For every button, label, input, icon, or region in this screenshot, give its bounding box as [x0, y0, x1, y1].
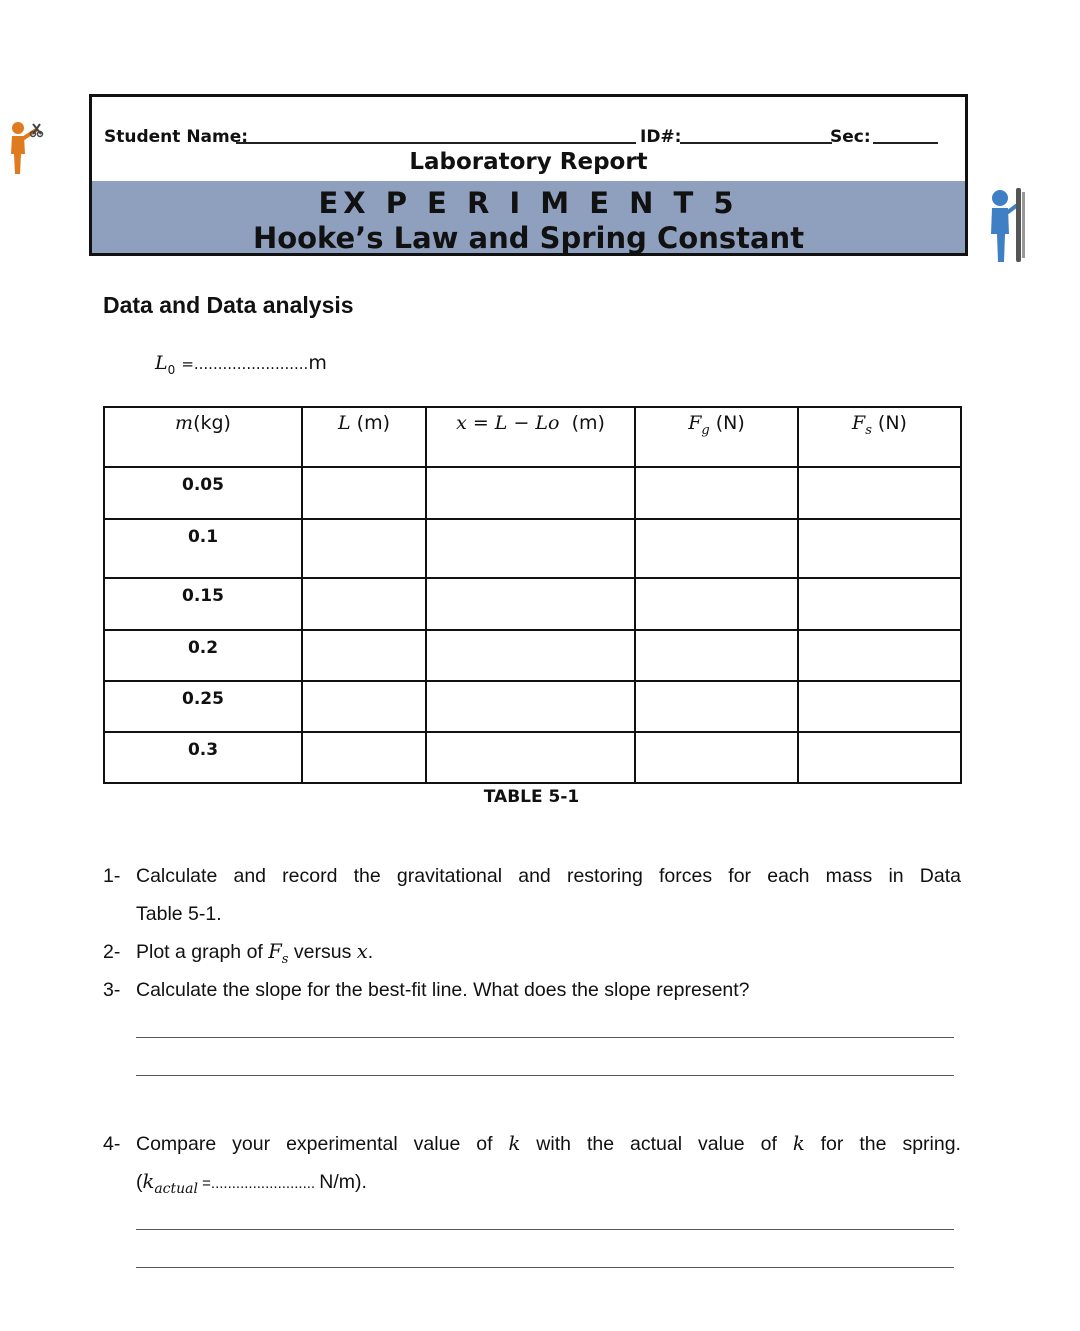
student-name-label: Student Name: [104, 127, 249, 147]
question-4 [103, 1125, 961, 1201]
question-number: 4- [103, 1133, 121, 1155]
sec-label: Sec: [830, 127, 871, 147]
length-cell[interactable] [302, 578, 426, 630]
experiment-number: EX P E R I M E N T 5 [318, 186, 739, 220]
report-header [89, 94, 968, 256]
experiment-banner [92, 181, 965, 253]
question-3 [103, 971, 961, 1009]
header-length: L (m) [302, 407, 426, 467]
table-row [104, 578, 961, 630]
header-spring-force: $F_s$ (N) [798, 407, 961, 467]
header-gravity-force: $F_g$ (N) [635, 407, 798, 467]
question-text: Plot a graph of $F_s$ versus x. [136, 940, 374, 967]
answer-line[interactable] [136, 1229, 954, 1230]
question-text: Compare your experimental value of k with the actual value of k for the spring. ($k_{actual}$ =......................... N/m). [136, 1132, 961, 1197]
mass-cell: 0.25 [104, 681, 302, 732]
mass-cell: 0.1 [104, 519, 302, 578]
gravity-force-cell[interactable] [635, 578, 798, 630]
l0-field [155, 352, 327, 377]
question-text: Calculate the slope for the best-fit line. What does the slope represent? [136, 979, 750, 1001]
question-text: Calculate and record the gravitational and restoring forces for each mass in Data Table 5-1. [136, 865, 961, 925]
header-top-section [92, 97, 965, 184]
l0-symbol: L [155, 352, 168, 374]
sec-field[interactable] [873, 142, 938, 144]
question-number: 2- [103, 941, 121, 963]
section-title: Data and Data analysis [103, 292, 354, 318]
length-cell[interactable] [302, 681, 426, 732]
length-cell[interactable] [302, 467, 426, 519]
answer-line[interactable] [136, 1075, 954, 1076]
gravity-force-cell[interactable] [635, 519, 798, 578]
table-row [104, 467, 961, 519]
question-number: 1- [103, 865, 121, 887]
gravity-force-cell[interactable] [635, 630, 798, 681]
question-2 [103, 933, 961, 971]
table-row [104, 681, 961, 732]
answer-line[interactable] [136, 1037, 954, 1038]
k-actual-blank[interactable]: =......................... [197, 1175, 320, 1192]
displacement-cell[interactable] [426, 519, 635, 578]
spring-force-cell[interactable] [798, 630, 961, 681]
spring-force-cell[interactable] [798, 681, 961, 732]
table-row [104, 630, 961, 681]
mass-cell: 0.2 [104, 630, 302, 681]
table-caption: TABLE 5-1 [483, 787, 580, 807]
table-header-row [104, 407, 961, 467]
mass-cell: 0.3 [104, 732, 302, 783]
l0-blank[interactable]: =........................ [181, 355, 309, 373]
gravity-force-cell[interactable] [635, 681, 798, 732]
table-row [104, 519, 961, 578]
question-number: 3- [103, 979, 121, 1001]
experiment-title: Hooke’s Law and Spring Constant [252, 221, 805, 255]
l0-subscript: 0 [167, 362, 176, 377]
mass-cell: 0.05 [104, 467, 302, 519]
spring-force-cell[interactable] [798, 467, 961, 519]
l0-unit: m [308, 352, 327, 374]
displacement-cell[interactable] [426, 732, 635, 783]
spring-force-cell[interactable] [798, 732, 961, 783]
blue-figure-icon [986, 186, 1028, 264]
displacement-cell[interactable] [426, 630, 635, 681]
spring-force-cell[interactable] [798, 519, 961, 578]
length-cell[interactable] [302, 519, 426, 578]
id-label: ID#: [640, 127, 682, 147]
table-row [104, 732, 961, 783]
header-mass: m(kg) [104, 407, 302, 467]
length-cell[interactable] [302, 630, 426, 681]
header-displacement: x = L − Lo (m) [426, 407, 635, 467]
student-info-row [104, 127, 953, 151]
question-1 [103, 857, 961, 933]
gravity-force-cell[interactable] [635, 732, 798, 783]
student-name-field[interactable] [236, 142, 636, 144]
spring-force-cell[interactable] [798, 578, 961, 630]
displacement-cell[interactable] [426, 681, 635, 732]
id-field[interactable] [680, 142, 832, 144]
length-cell[interactable] [302, 732, 426, 783]
orange-figure-icon [4, 120, 44, 176]
data-table [103, 406, 962, 784]
gravity-force-cell[interactable] [635, 467, 798, 519]
mass-cell: 0.15 [104, 578, 302, 630]
displacement-cell[interactable] [426, 467, 635, 519]
report-title: Laboratory Report [409, 149, 648, 175]
answer-line[interactable] [136, 1267, 954, 1268]
displacement-cell[interactable] [426, 578, 635, 630]
